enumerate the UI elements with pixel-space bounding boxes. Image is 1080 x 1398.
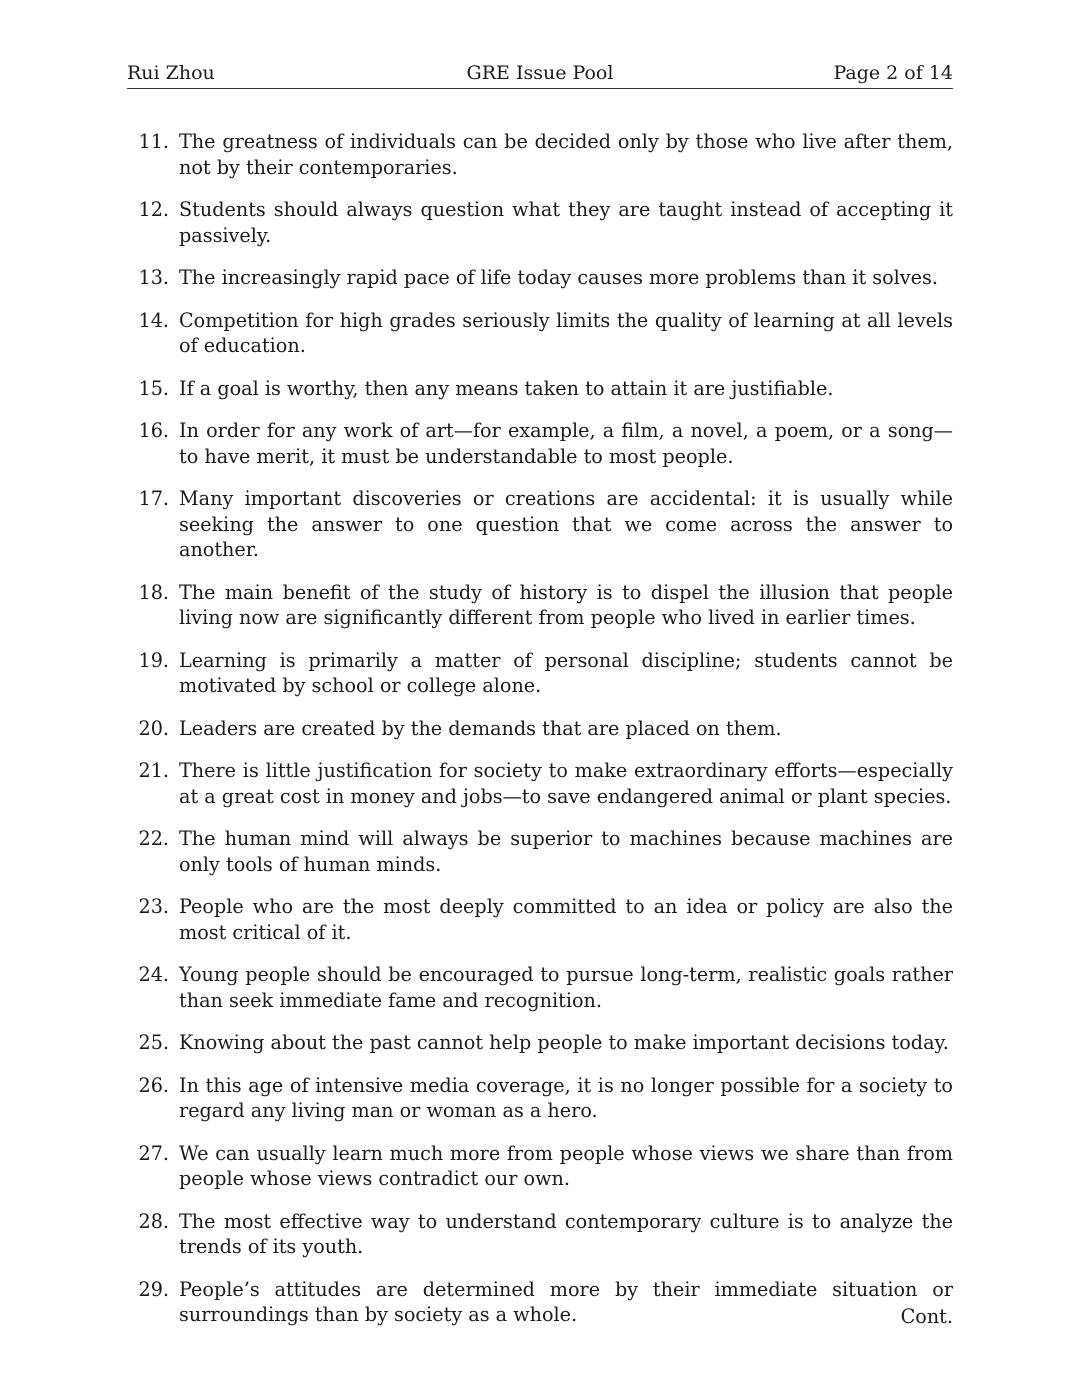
list-item bbox=[127, 962, 953, 1013]
list-item-text: Learning is primarily a matter of personal discipline; students cannot be motivated by school or college alone. bbox=[179, 648, 953, 697]
list-item-text: If a goal is worthy, then any means taken to attain it are justifiable. bbox=[179, 376, 834, 400]
list-item-number: 21. bbox=[138, 759, 169, 782]
list-item-text: People who are the most deeply committed to an idea or policy are also the most critical of it. bbox=[179, 895, 953, 944]
list-item-text: The increasingly rapid pace of life today causes more problems than it solves. bbox=[179, 266, 938, 289]
list-item-number: 15. bbox=[138, 376, 169, 400]
header-title: GRE Issue Pool bbox=[466, 62, 614, 84]
continued-label: Cont. bbox=[900, 1305, 953, 1328]
list-item bbox=[127, 197, 953, 248]
list-item-text: People’s attitudes are determined more by their immediate situation or surroundings than by society as a whole. bbox=[179, 1277, 953, 1326]
list-item bbox=[127, 894, 953, 945]
list-item-number: 14. bbox=[138, 308, 169, 332]
list-item bbox=[127, 418, 953, 469]
list-item-text: The main benefit of the study of history is to dispel the illusion that people living now are significantly different from people who lived in earlier times. bbox=[179, 580, 953, 629]
list-item bbox=[127, 486, 953, 563]
list-item bbox=[127, 1073, 953, 1124]
list-item bbox=[127, 648, 953, 699]
list-item-text: We can usually learn much more from people whose views we share than from people whose views contradict our own. bbox=[179, 1141, 953, 1190]
list-item bbox=[127, 758, 953, 809]
list-item-number: 12. bbox=[138, 198, 169, 221]
list-item-number: 17. bbox=[138, 487, 169, 510]
list-item-text: Many important discoveries or creations are accidental: it is usually while seeking the answer to one question that we come across the answer to another. bbox=[179, 487, 953, 561]
list-item-number: 27. bbox=[138, 1141, 169, 1165]
list-item bbox=[127, 376, 953, 402]
list-item-text: Knowing about the past cannot help people to make important decisions today. bbox=[179, 1031, 949, 1054]
list-item-number: 19. bbox=[138, 648, 169, 672]
list-item-number: 22. bbox=[138, 827, 169, 850]
list-item bbox=[127, 826, 953, 877]
list-item-text: In order for any work of art—for example, a film, a novel, a poem, or a song—to have merit, it must be understandable to most people. bbox=[179, 419, 953, 468]
issue-list bbox=[127, 129, 953, 1345]
list-item-text: Leaders are created by the demands that are placed on them. bbox=[179, 716, 782, 740]
list-item bbox=[127, 1209, 953, 1260]
list-item-number: 16. bbox=[138, 419, 169, 442]
list-item-number: 13. bbox=[138, 266, 169, 289]
list-item-number: 26. bbox=[138, 1073, 169, 1097]
list-item bbox=[127, 129, 953, 180]
list-item-number: 25. bbox=[138, 1031, 169, 1054]
list-item-text: There is little justification for society to make extraordinary efforts—especially at a great cost in money and jobs—to save endangered animal or plant species. bbox=[179, 759, 953, 808]
list-item bbox=[127, 265, 953, 291]
list-item-text: Competition for high grades seriously limits the quality of learning at all levels of education. bbox=[179, 308, 953, 357]
list-item-number: 18. bbox=[138, 580, 169, 604]
list-item bbox=[127, 716, 953, 742]
list-item-text: Young people should be encouraged to pursue long-term, realistic goals rather than seek immediate fame and recognition. bbox=[179, 963, 953, 1012]
list-item-number: 11. bbox=[138, 130, 169, 153]
list-item-text: The greatness of individuals can be decided only by those who live after them, not by their contemporaries. bbox=[179, 130, 953, 179]
list-item bbox=[127, 308, 953, 359]
list-item bbox=[127, 580, 953, 631]
list-item-text: The human mind will always be superior to machines because machines are only tools of human minds. bbox=[179, 827, 953, 876]
header-page-number: Page 2 of 14 bbox=[833, 62, 953, 84]
list-item-text: Students should always question what they are taught instead of accepting it passively. bbox=[179, 198, 953, 247]
list-item bbox=[127, 1030, 953, 1056]
list-item-number: 28. bbox=[138, 1209, 169, 1233]
list-item bbox=[127, 1141, 953, 1192]
header-author: Rui Zhou bbox=[127, 62, 215, 84]
list-item-number: 23. bbox=[138, 895, 169, 918]
list-item-text: The most effective way to understand contemporary culture is to analyze the trends of its youth. bbox=[179, 1209, 953, 1258]
list-item-number: 29. bbox=[138, 1277, 169, 1301]
list-item bbox=[127, 1277, 953, 1328]
list-item-number: 20. bbox=[138, 716, 169, 740]
page-header bbox=[127, 60, 953, 89]
list-item-text: In this age of intensive media coverage, it is no longer possible for a society to regard any living man or woman as a hero. bbox=[179, 1073, 953, 1122]
list-item-number: 24. bbox=[138, 963, 169, 986]
